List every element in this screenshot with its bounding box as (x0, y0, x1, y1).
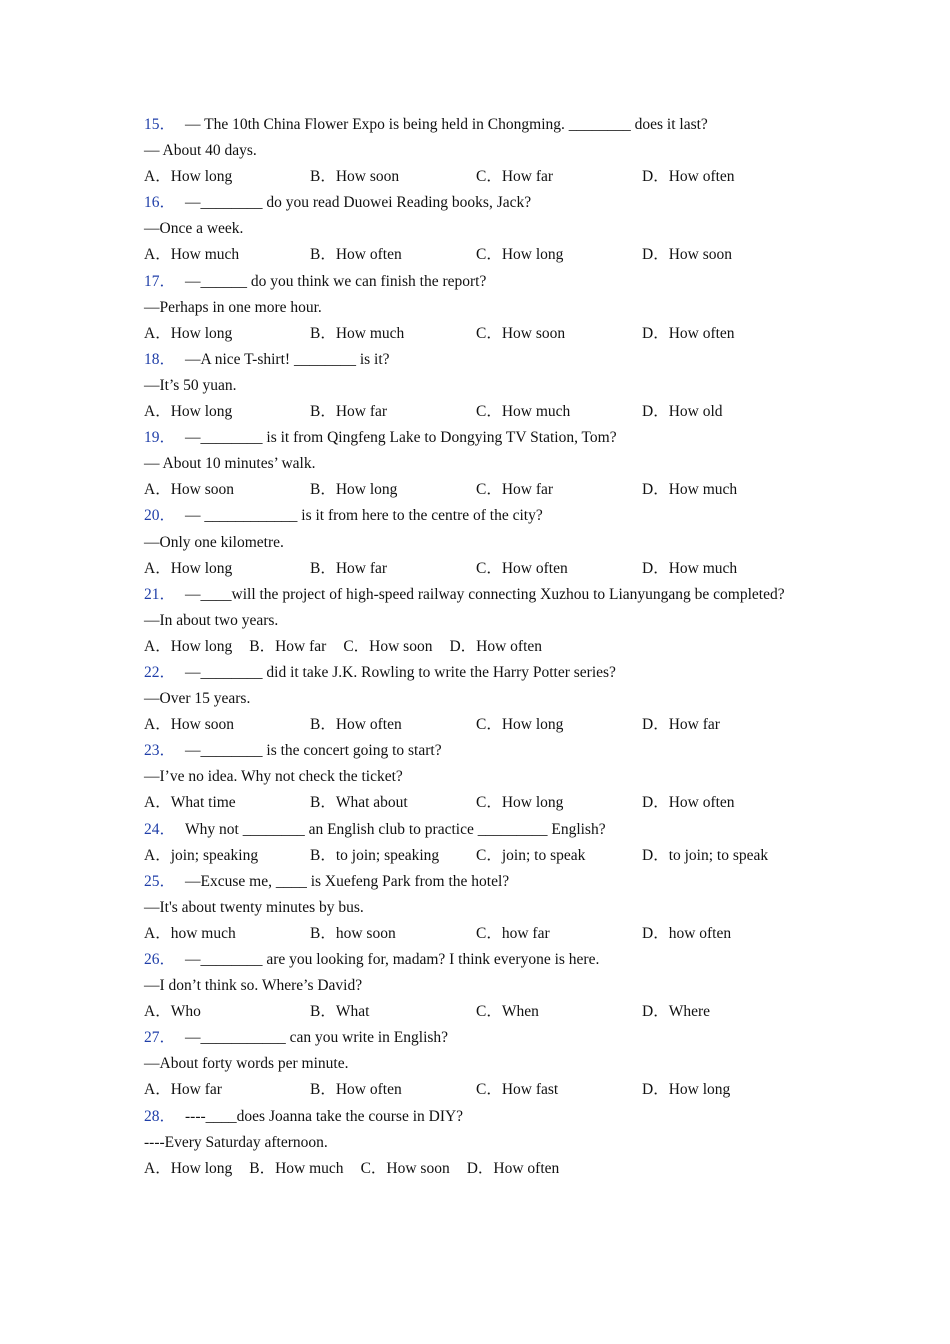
question-number: 15 (144, 116, 160, 133)
option-d: D．How much (642, 481, 738, 499)
option-d: D．How often (642, 168, 735, 186)
question-stem: 25． —Excuse me, ____ is Xuefeng Park from the hotel? (144, 872, 510, 890)
question-text: —A nice T-shirt! ________ is it? (185, 350, 390, 368)
option-a: A．How long (144, 637, 233, 655)
question-text: ----____does Joanna take the course in DIY? (185, 1107, 464, 1125)
option-c: C．When (476, 1003, 539, 1021)
option-d: D．to join; to speak (642, 846, 769, 864)
question-number: 21 (144, 585, 160, 603)
option-b: B．how soon (310, 924, 396, 942)
option-b: B．What about (310, 794, 408, 812)
option-a: A．join; speaking (144, 846, 259, 864)
question-stem: 26． —________ are you looking for, madam? I think everyone is here. (144, 951, 600, 968)
question-reply: —It’s 50 yuan. (144, 376, 237, 394)
question-number: 19 (144, 429, 160, 447)
options-row (144, 790, 804, 816)
option-b: B．How much (249, 1159, 344, 1177)
question-stem: 28． ----____does Joanna take the course in DIY? (144, 1107, 464, 1125)
question-reply: —I’ve no idea. Why not check the ticket? (144, 768, 403, 786)
options-row (144, 999, 804, 1025)
option-a: A．how much (144, 924, 236, 942)
options-row (144, 477, 804, 503)
question-reply: —It's about twenty minutes by bus. (144, 898, 364, 916)
question-stem: 17． —______ do you think we can finish the report? (144, 272, 487, 290)
option-d: D．How long (642, 1081, 731, 1099)
question-number: 17 (144, 272, 160, 290)
option-a: A．How far (144, 1081, 222, 1099)
question-text: — The 10th China Flower Expo is being held in Chongming. ________ does it last? (185, 116, 708, 133)
options-row (144, 843, 804, 869)
option-d: D．How often (466, 1159, 560, 1177)
question-text: Why not ________ an English club to practice _________ English? (185, 820, 606, 838)
question-number: 16 (144, 194, 160, 212)
option-c: C．How soon (360, 1159, 450, 1177)
question-text: —________ are you looking for, madam? I think everyone is here. (185, 951, 600, 968)
question-stem: 19． —________ is it from Qingfeng Lake to Dongying TV Station, Tom? (144, 429, 617, 447)
option-c: C．How far (476, 168, 554, 186)
option-c: C．How far (476, 481, 554, 499)
option-c: C．How often (476, 559, 568, 577)
question-reply: —In about two years. (144, 611, 279, 629)
option-d: D．how often (642, 924, 732, 942)
option-b: B．How far (310, 559, 388, 577)
options-row (144, 556, 804, 582)
option-a: A．How long (144, 559, 233, 577)
question-stem: 15． — The 10th China Flower Expo is being held in Chongming. ________ does it last? (144, 116, 708, 133)
option-c: C．How long (476, 794, 564, 812)
option-d: D．How soon (642, 246, 732, 264)
question-number: 27 (144, 1029, 160, 1047)
option-c: C．How long (476, 246, 564, 264)
question-text: —________ do you read Duowei Reading books, Jack? (185, 194, 532, 212)
question-reply: —About forty words per minute. (144, 1055, 349, 1073)
option-d: D．How old (642, 403, 723, 421)
option-b: B．How often (310, 246, 402, 264)
option-d: D．Where (642, 1003, 710, 1021)
option-a: A．How soon (144, 716, 234, 734)
question-stem: 27． —___________ can you write in English? (144, 1029, 449, 1047)
options-row (144, 634, 804, 660)
option-c: C．join; to speak (476, 846, 586, 864)
question-number: 20 (144, 507, 160, 525)
question-stem: 16． —________ do you read Duowei Reading books, Jack? (144, 194, 532, 212)
question-number: 22 (144, 663, 160, 681)
question-stem: 23． —________ is the concert going to start? (144, 742, 442, 760)
option-a: A．Who (144, 1003, 201, 1021)
question-reply: —Perhaps in one more hour. (144, 298, 322, 316)
question-reply: —Over 15 years. (144, 690, 251, 708)
option-a: A．How soon (144, 481, 234, 499)
question-stem: 21． —____will the project of high-speed railway connecting Xuzhou to Lianyungang be completed? (144, 585, 785, 603)
options-row (144, 1156, 804, 1182)
question-text: — ____________ is it from here to the centre of the city? (185, 507, 543, 525)
option-d: D．How often (642, 324, 735, 342)
question-text: —Excuse me, ____ is Xuefeng Park from the hotel? (185, 872, 510, 890)
question-reply: — About 10 minutes’ walk. (144, 455, 316, 473)
option-b: B．How often (310, 716, 402, 734)
question-text: —________ is it from Qingfeng Lake to Dongying TV Station, Tom? (185, 429, 617, 447)
question-text: —___________ can you write in English? (185, 1029, 449, 1047)
option-d: D．How often (449, 637, 543, 655)
option-c: C．How long (476, 716, 564, 734)
options-row (144, 921, 804, 947)
option-b: B．How much (310, 324, 405, 342)
option-d: D．How far (642, 716, 720, 734)
option-c: C．How fast (476, 1081, 559, 1099)
option-b: B．How long (310, 481, 398, 499)
question-text: —______ do you think we can finish the report? (185, 272, 487, 290)
option-b: B．How far (249, 637, 327, 655)
question-stem: 24． Why not ________ an English club to practice _________ English? (144, 820, 606, 838)
question-reply: —Only one kilometre. (144, 533, 284, 551)
option-a: A．How long (144, 324, 233, 342)
option-a: A．How long (144, 168, 233, 186)
question-stem: 20． — ____________ is it from here to the centre of the city? (144, 507, 543, 525)
option-c: C．How soon (343, 637, 433, 655)
question-number: 24 (144, 820, 160, 838)
question-text: —________ is the concert going to start? (185, 742, 442, 760)
option-b: B．to join; speaking (310, 846, 440, 864)
option-c: C．How much (476, 403, 571, 421)
question-text: —____will the project of high-speed railway connecting Xuzhou to Lianyungang be completed? (185, 585, 785, 603)
option-b: B．How far (310, 403, 388, 421)
option-d: D．How often (642, 794, 735, 812)
options-row (144, 1077, 804, 1103)
question-reply: —I don’t think so. Where’s David? (144, 977, 363, 995)
question-stem: 22． —________ did it take J.K. Rowling to write the Harry Potter series? (144, 663, 616, 681)
option-a: A．How long (144, 1159, 233, 1177)
question-reply: — About 40 days. (144, 142, 257, 160)
options-row (144, 712, 804, 738)
option-b: B．What (310, 1003, 370, 1021)
option-d: D．How much (642, 559, 738, 577)
question-reply: —Once a week. (144, 220, 244, 238)
option-a: A．What time (144, 794, 236, 812)
option-b: B．How soon (310, 168, 400, 186)
question-reply: ----Every Saturday afternoon. (144, 1133, 328, 1151)
question-number: 26 (144, 951, 160, 968)
question-number: 28 (144, 1107, 160, 1125)
option-c: C．How soon (476, 324, 566, 342)
question-number: 18 (144, 350, 160, 368)
question-stem: 18． —A nice T-shirt! ________ is it? (144, 350, 390, 368)
options-row (144, 242, 804, 268)
options-row (144, 321, 804, 347)
options-row (144, 399, 804, 425)
question-list (144, 112, 804, 1182)
question-number: 23 (144, 742, 160, 760)
option-a: A．How long (144, 403, 233, 421)
option-a: A．How much (144, 246, 240, 264)
question-number: 25 (144, 872, 160, 890)
question-text: —________ did it take J.K. Rowling to write the Harry Potter series? (185, 663, 616, 681)
option-c: C．how far (476, 924, 550, 942)
option-b: B．How often (310, 1081, 402, 1099)
options-row (144, 164, 804, 190)
